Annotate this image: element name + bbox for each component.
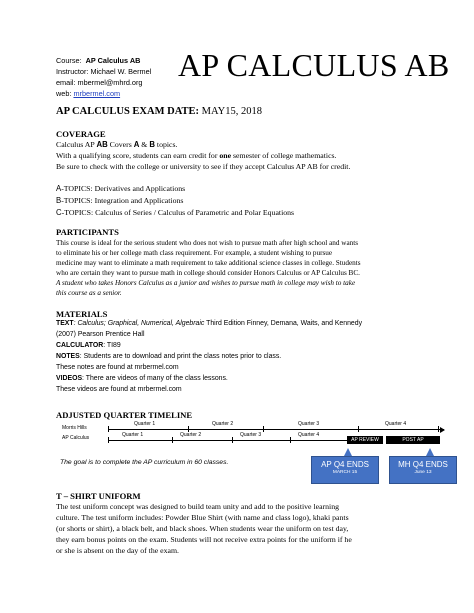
videos-found-line: These videos are found at mrbermel.com — [56, 386, 182, 393]
participants-line-6: this course as a senior. — [56, 289, 122, 297]
web-label: web: — [56, 89, 74, 98]
notes-line — [56, 354, 281, 361]
uniform-line-3: (or shorts or shirt), a black belt, and black shoes. When students wear the uniform on test day, — [56, 524, 349, 533]
timeline-row1-quarter-1: Quarter 1 — [134, 421, 156, 427]
coverage-text: semester of college mathematics. — [231, 151, 337, 160]
notes-found-line: These notes are found at mrbermel.com — [56, 364, 179, 371]
timeline-tick — [172, 437, 173, 443]
topic-label: -TOPICS: Calculus of Series / Calculus of Parametric and Polar Equations — [61, 208, 295, 217]
coverage-line-1 — [56, 141, 177, 149]
calculator-value: : TI89 — [103, 342, 121, 349]
coverage-a: A — [133, 140, 140, 149]
timeline-row2-quarter-1: Quarter 1 — [122, 432, 144, 438]
callout-ap-q4-sub: MARCH 15 — [332, 470, 358, 475]
web-link[interactable]: mrbermel.com — [73, 89, 121, 98]
callout-mh-q4-ends — [389, 456, 457, 484]
timeline-row2-quarter-2: Quarter 2 — [180, 432, 202, 438]
timeline-goal: The goal is to complete the AP curriculum in 60 classes. — [60, 459, 229, 466]
videos-line — [56, 376, 228, 383]
course-label: Course: — [56, 56, 82, 65]
coverage-text: Covers — [107, 140, 134, 149]
exam-date-label: AP CALCULUS EXAM DATE: — [56, 106, 200, 117]
callout-mh-q4-sub: June 13 — [414, 470, 432, 475]
notes-value: : Students are to download and print the class notes prior to class. — [79, 353, 282, 360]
course-line — [56, 57, 140, 64]
videos-label: VIDEOS — [56, 375, 83, 382]
timeline-row2-quarter-3: Quarter 3 — [240, 432, 262, 438]
callout-ap-q4-ends — [311, 456, 379, 484]
uniform-line-2: culture. The test uniform includes: Powder Blue Shirt (with name and class logo), khaki pants — [56, 513, 349, 522]
timeline-tick — [290, 437, 291, 443]
timeline-tick — [188, 426, 189, 432]
topic-label: -TOPICS: Integration and Applications — [61, 196, 184, 205]
instructor-line: Instructor: Michael W. Bermel — [56, 67, 152, 76]
exam-date-value: MAY15, 2018 — [199, 106, 262, 117]
materials-text-line-2: (2007) Pearson Prentice Hall — [56, 331, 145, 338]
materials-text-line — [56, 321, 362, 328]
topic-key: B — [56, 196, 62, 205]
timeline-row1-quarter-2: Quarter 2 — [212, 421, 234, 427]
post-ap-label: POST AP — [402, 437, 424, 443]
topic-key: C — [56, 208, 62, 217]
callout-mh-q4-title: MH Q4 ENDS — [398, 460, 448, 469]
uniform-line-1: The test uniform concept was designed to build team unity and add to the positive learning — [56, 502, 340, 511]
timeline-line-morris-hills — [108, 429, 444, 430]
coverage-ab: AB — [96, 140, 108, 149]
timeline-line-ap-calculus — [108, 440, 348, 441]
timeline-tick — [232, 437, 233, 443]
coverage-text: Calculus AP — [56, 140, 97, 149]
ap-review-box — [347, 436, 383, 444]
topic-b — [56, 197, 183, 205]
timeline-arrow-head — [440, 427, 445, 433]
timeline-row-label-morris-hills: Morris Hills — [62, 425, 87, 431]
coverage-heading: COVERAGE — [56, 129, 106, 139]
coverage-line-3: Be sure to check with the college or university to see if they accept Calculus AP AB for credit. — [56, 162, 351, 171]
ap-review-label: AP REVIEW — [351, 437, 379, 443]
topic-key: A — [56, 184, 62, 193]
timeline-row-label-ap-calculus: AP Calculus — [62, 435, 90, 441]
participants-line-5: A student who takes Honors Calculus as a junior and wishes to pursue math in college may wish to take — [56, 279, 356, 287]
topic-c — [56, 209, 294, 217]
calculator-label: CALCULATOR — [56, 342, 104, 349]
timeline-row2-quarter-4: Quarter 4 — [298, 432, 320, 438]
web-line — [56, 90, 120, 97]
page-title: AP CALCULUS AB — [178, 47, 450, 83]
callout-ap-q4-title: AP Q4 ENDS — [321, 460, 369, 469]
uniform-heading: T – SHIRT UNIFORM — [56, 491, 141, 501]
coverage-line-2 — [56, 152, 337, 160]
timeline-tick — [263, 426, 264, 432]
topic-a — [56, 185, 185, 193]
coverage-b: B — [149, 140, 155, 149]
uniform-line-5: or she is absent on the day of the exam. — [56, 546, 179, 555]
timeline-tick — [108, 437, 109, 443]
coverage-text: With a qualifying score, students can earn credit for — [56, 151, 220, 160]
timeline-tick — [108, 426, 109, 432]
topic-label: -TOPICS: Derivatives and Applications — [61, 184, 186, 193]
coverage-text: & — [139, 140, 150, 149]
email-line: email: mbermel@mhrd.org — [56, 78, 143, 87]
timeline-row1-quarter-3: Quarter 3 — [298, 421, 320, 427]
exam-date-line — [56, 107, 262, 118]
timeline-tick — [438, 426, 439, 432]
participants-line-3: medicine may want to eliminate a math requirement to take additional science classes in college. Students — [56, 259, 361, 267]
callout-pointer — [426, 448, 434, 456]
timeline-row1-quarter-4: Quarter 4 — [385, 421, 407, 427]
uniform-line-4: they earn bonus points on the exam. Students will not receive extra points for the uniform if he — [56, 535, 352, 544]
notes-label: NOTES — [56, 353, 80, 360]
timeline-heading: ADJUSTED QUARTER TIMELINE — [56, 410, 193, 420]
coverage-one: one — [219, 151, 232, 160]
participants-line-2: to eliminate his or her college math class requirement. For example, a student wishing to pursue — [56, 249, 333, 257]
coverage-text: topics. — [154, 140, 178, 149]
timeline-tick — [347, 437, 348, 443]
materials-heading: MATERIALS — [56, 309, 108, 319]
calculator-line — [56, 343, 121, 350]
text-rest: Third Edition Finney, Demana, Waits, and Kennedy — [204, 320, 363, 327]
participants-heading: PARTICIPANTS — [56, 227, 119, 237]
course-value: AP Calculus AB — [85, 56, 141, 65]
text-title: : Calculus; Graphical, Numerical, Algebraic — [73, 320, 205, 327]
videos-value: : There are videos of many of the class lessons. — [82, 375, 228, 382]
callout-pointer — [344, 448, 352, 456]
participants-line-1: This course is ideal for the serious student who does not wish to pursue math after high school and wants — [56, 239, 359, 247]
participants-line-4: who are certain they want to pursue math in college should consider Honors Calculus or AP Calculus BC. — [56, 269, 360, 277]
post-ap-box — [386, 436, 440, 444]
text-label: TEXT — [56, 320, 74, 327]
timeline-tick — [358, 426, 359, 432]
